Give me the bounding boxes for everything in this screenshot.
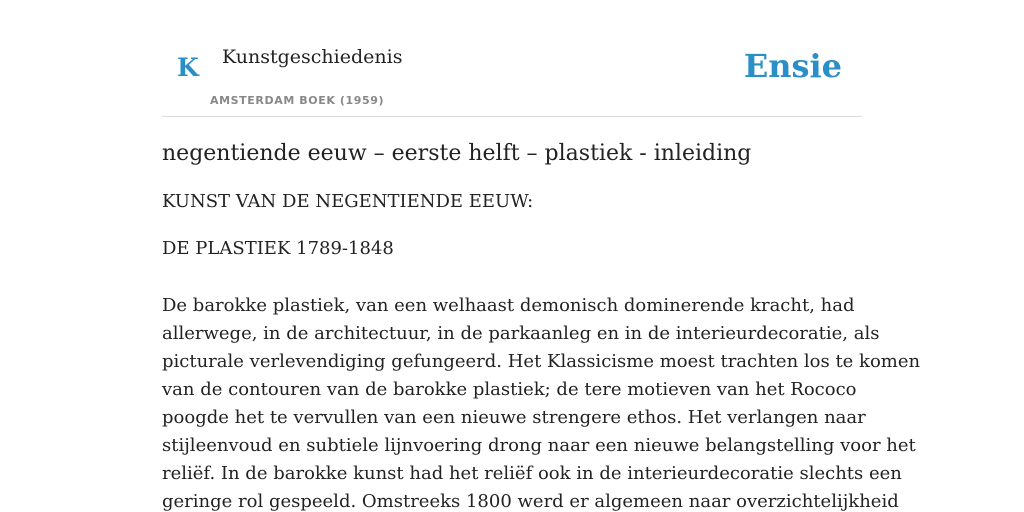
article-title: negentiende eeuw – eerste helft – plastiek - inleiding: [162, 141, 752, 166]
body-line: picturale verlevendiging gefungeerd. Het Klassicisme moest trachten los te komen: [162, 351, 921, 372]
article-subheading: KUNST VAN DE NEGENTIENDE EEUW:: [162, 191, 534, 212]
body-line: reliëf. In de barokke kunst had het reliëf ook in de interieurdecoratie slechts een: [162, 463, 902, 484]
article-body: [162, 292, 921, 512]
body-line: geringe rol gespeeld. Omstreeks 1800 werd er algemeen naar overzichtelijkheid: [162, 491, 899, 512]
body-line: allerwege, in de architectuur, in de parkaanleg en in de interieurdecoratie, als: [162, 323, 880, 344]
header: [162, 0, 862, 117]
ensie-brand-logo[interactable]: Ensie: [743, 47, 842, 85]
article-content: [162, 138, 921, 512]
article-subheading-period: DE PLASTIEK 1789-1848: [162, 238, 394, 259]
body-line: stijleenvoud en subtiele lijnvoering drong naar een nieuwe belangstelling voor het: [162, 435, 916, 456]
kunstgeschiedenis-logo[interactable]: K: [177, 53, 199, 82]
body-line: De barokke plastiek, van een welhaast demonisch dominerende kracht, had: [162, 295, 855, 316]
category-title[interactable]: Kunstgeschiedenis: [222, 46, 403, 68]
source-label[interactable]: AMSTERDAM BOEK (1959): [210, 94, 385, 107]
body-line: van de contouren van de barokke plastiek; de tere motieven van het Rococo: [162, 379, 857, 400]
body-line: poogde het te vervullen van een nieuwe strengere ethos. Het verlangen naar: [162, 407, 866, 428]
